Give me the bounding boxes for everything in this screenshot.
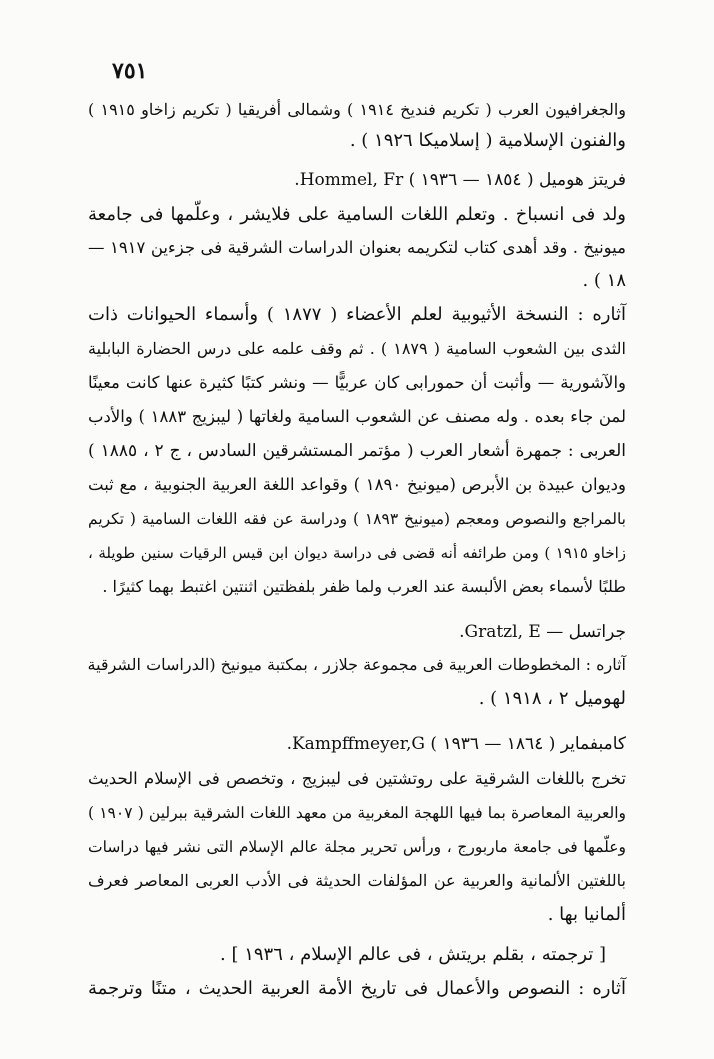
kampffmeyer-heading: كامبفماير ( ١٨٦٤ — ١٩٣٦ ) Kampffmeyer,G. (286, 734, 626, 754)
gratzl-works-line: لهوميل ٢ ، ١٩١٨ ) . (478, 688, 626, 709)
hommel-works-line: بالمراجع والنصوص ومعجم (ميونيخ ١٨٩٣ ) ودراسة عن فقه اللغات السامية ( تكريم (88, 510, 626, 528)
kampffmeyer-bio-line: تخرج باللغات الشرقية على روتشتين فى ليبزيج ، وتخصص فى الإسلام الحديث (88, 769, 626, 788)
gratzl-heading: جراتسل — Gratzl, E. (459, 622, 626, 642)
hommel-works-line: العربى : جمهرة أشعار العرب ( مؤتمر المستشرقين السادس ، ج ٢ ، ١٨٨٥ ) (88, 441, 626, 461)
hommel-bio-line: ولد فى انسباخ . وتعلم اللغات السامية على فلايشر ، وعلّمها فى جامعة (88, 204, 626, 225)
hommel-works-line: طلبًا لأسماء بعض الألبسة عند العرب ولما ظفر بلفظتين اثنتين اغتبط بهما كثيرًا . (102, 577, 626, 596)
hommel-works-line: وديوان عبيدة بن الأبرص (ميونيخ ١٨٩٠ ) وقواعد اللغة العربية الجنوبية ، مع ثبت (88, 475, 626, 494)
kampffmeyer-bio-note: [ ترجمته ، بقلم بريتش ، فى عالم الإسلام ، ١٩٣٦ ] . (220, 944, 606, 965)
hommel-bio-line: ميونيخ . وقد أهدى كتاب لتكريمه بعنوان الدراسات الشرقية فى جزءين ١٩١٧ — (88, 238, 626, 257)
hommel-works-line: زاخاو ١٩١٥ ) ومن طرائفه أنه قضى فى دراسة ديوان ابن قيس الرقيات سنين طويلة ، (88, 544, 627, 562)
kampffmeyer-bio-line: باللغتين الألمانية والعربية عن المؤلفات الحديثة فى الأدب العربى المعاصر فعرف (88, 871, 626, 890)
kampffmeyer-bio-line: ألمانيا بها . (547, 904, 626, 925)
intro-line: والفنون الإسلامية ( إسلاميكا ١٩٢٦ ) . (349, 130, 626, 151)
hommel-works-line: لمن جاء بعده . وله مصنف عن الشعوب السامية ولغاتها ( ليبزيج ١٨٨٣ ) والأدب (88, 407, 626, 426)
intro-line: والجغرافيون العرب ( تكريم فنديخ ١٩١٤ ) وشمالى أفريقيا ( تكريم زاخاو ١٩١٥ ) (88, 100, 626, 119)
hommel-works-line: والآشورية — وأثبت أن حمورابى كان عربيًّا — ونشر كتبًا كثيرة عنها كانت معينًا (88, 373, 626, 392)
gratzl-works-line: آثاره : المخطوطات العربية فى مجموعة جلازر ، بمكتبة ميونيخ (الدراسات الشرقية (87, 655, 626, 674)
hommel-works-line: آثاره : النسخة الأثيوبية لعلم الأعضاء ( ١٨٧٧ ) وأسماء الحيوانات ذات (88, 304, 626, 325)
hommel-works-line: الثدى بين الشعوب السامية ( ١٨٧٩ ) . ثم وقف علمه على درس الحضارة البابلية (88, 339, 626, 358)
kampffmeyer-bio-line: وعلّمها فى جامعة ماربورج ، ورأس تحرير مجلة عالم الإسلام التى نشر فيها دراسات (88, 838, 626, 856)
hommel-bio-line: ١٨ ) . (582, 270, 626, 291)
kampffmeyer-works-line: آثاره : النصوص والأعمال فى تاريخ الأمة العربية الحديث ، متنًا وترجمة (88, 978, 626, 999)
page-number: ٧٥١ (112, 58, 148, 84)
hommel-heading: فريتز هوميل ( ١٨٥٤ — ١٩٣٦ ) Hommel, Fr. (294, 170, 626, 190)
kampffmeyer-bio-line: والعربية المعاصرة بما فيها اللهجة المغربية من معهد اللغات الشرقية ببرلين ( ١٩٠٧ ) (88, 804, 626, 822)
